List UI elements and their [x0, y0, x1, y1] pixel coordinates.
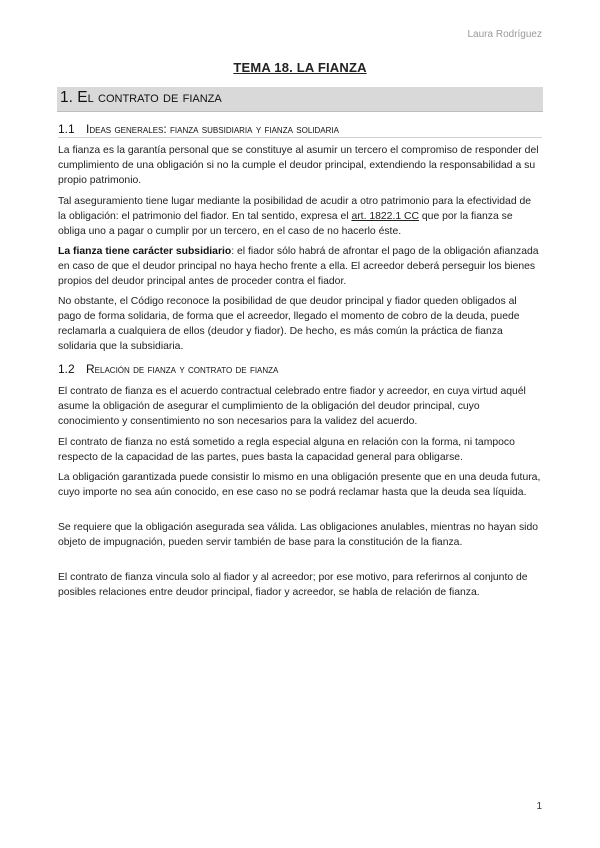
paragraph-1: La fianza es la garantía personal que se constituye al asumir un tercero el compromiso de responder del cumplimiento de una obligación si no la cumple el deudor principal, extendiendo la responsabilidad a su propio patrimonio.: [58, 145, 539, 186]
paragraph-3-text: : el fiador sólo habrá de afrontar el pago de la obligación afianzada en caso de que el deudor principal no haya hecho frente a ella. El acreedor deberá perseguir los bienes propios del deudor principal antes de proceder contra el fiador.: [58, 246, 539, 287]
page-number: 1: [536, 801, 542, 812]
section-heading: 1. El contrato de fianza: [60, 89, 222, 106]
subsection-heading-1-2: [58, 362, 278, 376]
subsection-number: 1.2: [58, 362, 75, 376]
paragraph-2-text-b: que por la fianza se obliga uno a pagar o cumplir por un tercero, en el caso de no hacerlo éste.: [58, 211, 513, 237]
paragraph-3-bold: La fianza tiene carácter subsidiario: [58, 246, 232, 257]
paragraph-6: El contrato de fianza no está sometido a regla especial alguna en relación con la forma, ni tampoco respecto de la capacidad de las partes, pues basta la capacidad general para obligarse.: [58, 437, 515, 463]
paragraph-7: La obligación garantizada puede consistir lo mismo en una obligación presente que en una deuda futura, cuyo importe no sea aún conocido, en ese caso no se podrá reclamar hasta que la deuda sea líquida.: [58, 472, 541, 498]
subsection-title: Relación de fianza y contrato de fianza: [86, 362, 279, 376]
author-name: Laura Rodríguez: [467, 29, 542, 40]
paragraph-2: [58, 194, 542, 239]
paragraph-2-text-a: Tal aseguramiento tiene lugar mediante la posibilidad de acudir a otro patrimonio para la efectividad de la obligación: el patrimonio del fiador. En tal sentido, expresa el: [58, 196, 532, 222]
paragraph-9: El contrato de fianza vincula solo al fiador y al acreedor; por ese motivo, para referirnos al conjunto de posibles relaciones entre deudor principal, fiador y acreedor, se habla de relación de fianza.: [58, 572, 528, 598]
paragraph-5: El contrato de fianza es el acuerdo contractual celebrado entre fiador y acreedor, en cuya virtud aquél asume la obligación de asegurar el cumplimiento de la obligación del deudor principal, cuyo conocimiento y consentimiento no son necesarios para la validez del acuerdo.: [58, 386, 526, 427]
subsection-heading-1-1: [58, 122, 542, 138]
section-heading-bar: [57, 87, 543, 112]
paragraph-8: Se requiere que la obligación asegurada sea válida. Las obligaciones anulables, mientras no hayan sido objeto de impugnación, pueden servir también de base para la constitución de la fianza.: [58, 522, 539, 548]
paragraph-3: [58, 244, 542, 289]
article-link[interactable]: art. 1822.1 CC: [351, 211, 420, 222]
paragraph-4: No obstante, el Código reconoce la posibilidad de que deudor principal y fiador queden obligados al pago de forma solidaria, de forma que el acreedor, llegado el momento de cobro de la deuda, puede reclamarla a cualquiera de ellos (deudor y fiador). De hecho, es más común la práctica de fianza solidaria que la subsidiaria.: [58, 296, 520, 352]
subsection-number: 1.1: [58, 122, 75, 136]
subsection-title: Ideas generales: fianza subsidiaria y fianza solidaria: [86, 122, 339, 136]
document-title: TEMA 18. LA FIANZA: [233, 60, 367, 75]
